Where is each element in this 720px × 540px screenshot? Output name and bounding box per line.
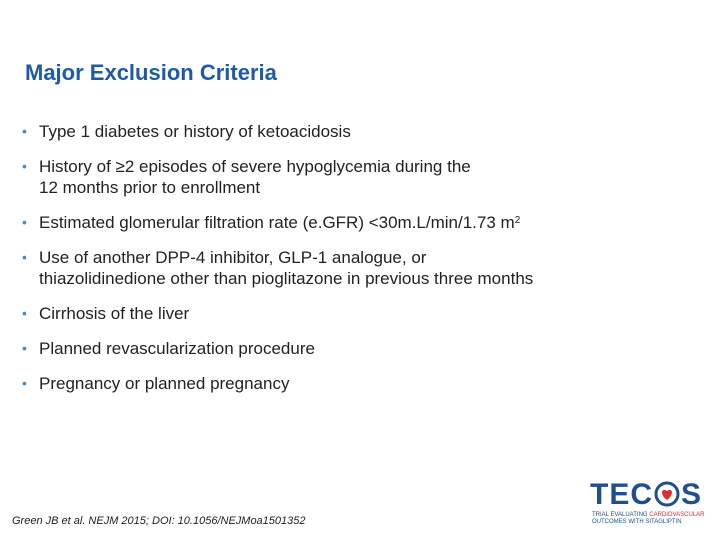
tecos-logo (590, 478, 705, 530)
bullet-dot-icon: • (22, 214, 27, 230)
slide-title: Major Exclusion Criteria (25, 60, 277, 85)
bullet-text: Type 1 diabetes or history of ketoacidosis (39, 122, 351, 141)
bullet-text: Cirrhosis of the liver (39, 304, 190, 323)
bullet-list (22, 121, 702, 408)
bullet-dot-icon: • (22, 375, 27, 391)
bullet-dot-icon: • (22, 340, 27, 356)
logo-tagline-line-2: OUTCOMES WITH SITAGLIPTIN (592, 519, 682, 525)
bullet-text: Planned revascularization procedure (39, 339, 315, 358)
bullet-dot-icon: • (22, 158, 27, 174)
logo-suffix: S (681, 478, 703, 511)
bullet-item (22, 303, 702, 324)
citation: Green JB et al. NEJM 2015; DOI: 10.1056/NEJMoa1501352 (12, 515, 306, 527)
logo-tagline-b: CARDIOVASCULAR (649, 512, 705, 518)
bullet-item (22, 338, 702, 359)
logo-wordmark (590, 478, 702, 512)
bullet-dot-icon: • (22, 123, 27, 139)
bullet-text: Estimated glomerular filtration rate (e.GFR) <30m.L/min/1.73 m (39, 213, 515, 232)
bullet-item (22, 373, 702, 394)
bullet-item (22, 247, 702, 289)
superscript: 2 (514, 215, 521, 226)
heart-target-icon (654, 481, 680, 507)
bullet-text-line-2: 12 months prior to enrollment (39, 178, 261, 197)
bullet-text-line-1: Use of another DPP-4 inhibitor, GLP-1 analogue, or (39, 248, 427, 267)
bullet-item (22, 212, 702, 233)
bullet-text-line-2: thiazolidinedione other than pioglitazone in previous three months (39, 269, 534, 288)
bullet-item (22, 156, 702, 198)
logo-prefix: TEC (590, 478, 653, 511)
logo-tagline-a: TRIAL EVALUATING (592, 512, 650, 518)
bullet-dot-icon: • (22, 305, 27, 321)
logo-tagline (592, 512, 704, 526)
bullet-item (22, 121, 702, 142)
bullet-text-line-1: History of ≥2 episodes of severe hypoglycemia during the (39, 157, 471, 176)
bullet-dot-icon: • (22, 249, 27, 265)
bullet-text: Pregnancy or planned pregnancy (39, 374, 290, 393)
